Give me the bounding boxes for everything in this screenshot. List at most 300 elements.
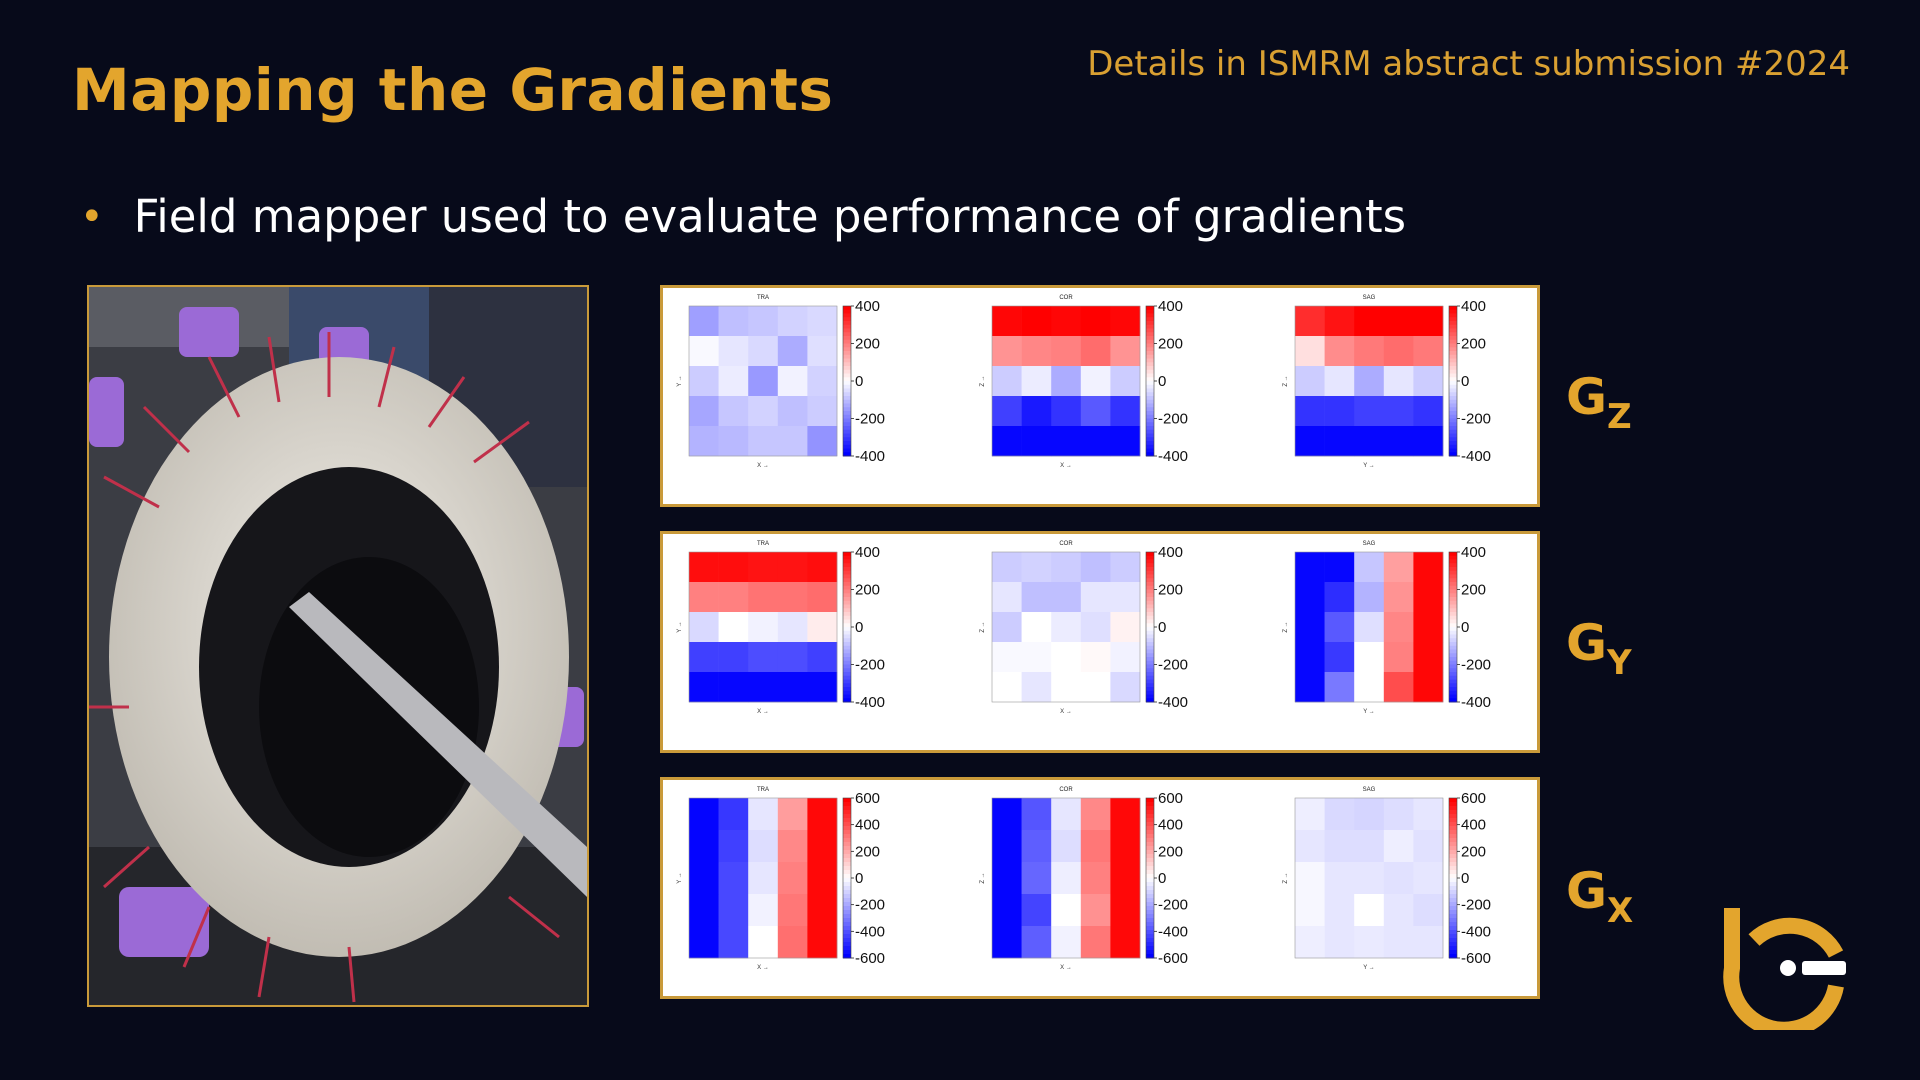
colorbar-segment: [843, 798, 851, 803]
heatmap-cell: [719, 830, 749, 862]
heatmap-cell: [1384, 642, 1414, 672]
heatmap-cell: [1051, 798, 1081, 830]
colorbar-segment: [1146, 332, 1154, 336]
x-axis-label: X →: [1060, 709, 1072, 715]
heatmap-cell: [778, 366, 808, 396]
colorbar-segment: [1449, 642, 1457, 646]
colorbar-segment: [843, 680, 851, 684]
gx-label: [1566, 862, 1633, 931]
colorbar-segment: [1449, 411, 1457, 415]
colorbar-segment: [1146, 668, 1154, 672]
heatmap-cell: [1110, 612, 1140, 642]
heatmap-cell: [1413, 798, 1443, 830]
colorbar-segment: [1449, 826, 1457, 831]
heatmap-cell: [1354, 798, 1384, 830]
colorbar-segment: [843, 834, 851, 839]
colorbar-segment: [1449, 894, 1457, 899]
heatmap-cell: [1354, 672, 1384, 702]
colorbar-segment: [1449, 419, 1457, 423]
heatmap-cell: [748, 798, 778, 830]
colorbar-segment: [1146, 914, 1154, 919]
heatmap-cell: [1295, 642, 1325, 672]
colorbar-segment: [843, 894, 851, 899]
colorbar-segment: [1146, 680, 1154, 684]
heatmap-cell: [1354, 642, 1384, 672]
colorbar-tick-label: -400: [1461, 923, 1492, 941]
heatmap-cell: [1295, 396, 1325, 426]
heatmap-cell: [1325, 926, 1355, 958]
heatmap-cell: [1354, 926, 1384, 958]
colorbar-segment: [1449, 560, 1457, 564]
colorbar-segment: [843, 601, 851, 605]
colorbar-segment: [1449, 396, 1457, 400]
colorbar-segment: [1449, 854, 1457, 859]
heatmap-cell: [748, 552, 778, 582]
colorbar-segment: [1449, 818, 1457, 823]
heatmap-cell: [1081, 552, 1111, 582]
heatmap-cell: [1413, 426, 1443, 456]
heatmap-cell: [1081, 672, 1111, 702]
colorbar-segment: [843, 914, 851, 919]
colorbar-tick-label: 200: [855, 335, 881, 353]
heatmap-cell: [719, 552, 749, 582]
colorbar-segment: [1449, 344, 1457, 348]
heatmap-cell: [1081, 306, 1111, 336]
colorbar-segment: [1449, 552, 1457, 556]
colorbar-segment: [1449, 866, 1457, 871]
heatmap-cell: [1295, 426, 1325, 456]
colorbar-segment: [1146, 874, 1154, 879]
colorbar-segment: [843, 878, 851, 883]
gx-label-main: G: [1566, 862, 1608, 920]
y-axis-label: Z →: [980, 375, 986, 387]
colorbar-segment: [1449, 627, 1457, 631]
colorbar-segment: [1449, 918, 1457, 923]
panel-title: COR: [1059, 541, 1073, 547]
heatmap-cell: [719, 642, 749, 672]
heatmap-cell: [748, 396, 778, 426]
colorbar-segment: [843, 336, 851, 340]
colorbar-segment: [1146, 814, 1154, 819]
colorbar-segment: [1146, 802, 1154, 807]
colorbar-segment: [1146, 854, 1154, 859]
colorbar-tick-label: 400: [1158, 298, 1184, 315]
colorbar-segment: [843, 874, 851, 879]
heatmap-cell: [719, 582, 749, 612]
colorbar-segment: [1449, 870, 1457, 875]
heatmap-cell: [1051, 612, 1081, 642]
colorbar-segment: [1146, 842, 1154, 847]
colorbar-segment: [843, 441, 851, 445]
heatmap-cell: [1384, 672, 1414, 702]
colorbar-segment: [1449, 842, 1457, 847]
colorbar-segment: [1449, 404, 1457, 408]
colorbar-segment: [1449, 314, 1457, 318]
abstract-note: Details in ISMRM abstract submission #2024: [1087, 44, 1850, 84]
heatmap-cell: [1295, 926, 1325, 958]
colorbar-segment: [843, 695, 851, 699]
heatmap-cell: [748, 306, 778, 336]
colorbar-segment: [843, 862, 851, 867]
colorbar-segment: [843, 665, 851, 669]
heatmap-cell: [1081, 396, 1111, 426]
colorbar-segment: [1449, 449, 1457, 453]
heatmap-cell: [1354, 396, 1384, 426]
colorbar-segment: [1146, 635, 1154, 639]
panel-title: SAG: [1362, 787, 1376, 793]
colorbar-segment: [843, 642, 851, 646]
colorbar-tick-label: 600: [1461, 790, 1487, 807]
colorbar-segment: [843, 389, 851, 393]
colorbar-segment: [1449, 850, 1457, 855]
colorbar-segment: [1449, 695, 1457, 699]
colorbar-segment: [1146, 810, 1154, 815]
heatmap-cell: [1325, 894, 1355, 926]
colorbar-segment: [843, 631, 851, 635]
colorbar-segment: [1449, 946, 1457, 951]
colorbar-segment: [843, 930, 851, 935]
colorbar-segment: [843, 866, 851, 871]
colorbar-segment: [1146, 683, 1154, 687]
heatmap-cell: [1325, 612, 1355, 642]
colorbar-segment: [1146, 830, 1154, 835]
colorbar-segment: [1449, 392, 1457, 396]
heatmap-cell: [1325, 336, 1355, 366]
colorbar-segment: [1146, 351, 1154, 355]
heatmap-cell: [992, 612, 1022, 642]
colorbar-segment: [1449, 882, 1457, 887]
heatmap-cell: [1081, 366, 1111, 396]
colorbar-segment: [843, 810, 851, 815]
colorbar-segment: [843, 366, 851, 370]
heatmap-cell: [1384, 552, 1414, 582]
bullet-icon: •: [80, 193, 104, 240]
colorbar-segment: [843, 926, 851, 931]
colorbar-tick-label: 400: [1158, 544, 1184, 561]
colorbar-segment: [843, 430, 851, 434]
heatmap-cell: [1325, 552, 1355, 582]
colorbar-segment: [1449, 321, 1457, 325]
colorbar-tick-label: -200: [1461, 656, 1492, 674]
y-axis-label: Y →: [677, 375, 683, 387]
heatmap-cell: [1022, 396, 1052, 426]
heatmap-cell: [1354, 830, 1384, 862]
heatmap-cell: [778, 582, 808, 612]
colorbar-tick-label: -200: [855, 896, 886, 914]
colorbar-tick-label: -600: [1461, 950, 1492, 967]
colorbar-segment: [1146, 426, 1154, 430]
colorbar-segment: [843, 605, 851, 609]
colorbar-segment: [1449, 858, 1457, 863]
colorbar-segment: [1449, 612, 1457, 616]
panel-title: TRA: [757, 787, 769, 793]
heatmap-cell: [1110, 894, 1140, 926]
heatmap-cell: [1413, 582, 1443, 612]
colorbar-segment: [843, 950, 851, 955]
colorbar-segment: [1449, 616, 1457, 620]
colorbar-segment: [843, 370, 851, 374]
heatmap-cell: [1022, 672, 1052, 702]
heatmap-cell: [1413, 552, 1443, 582]
heatmap-cell: [1081, 926, 1111, 958]
colorbar-segment: [1449, 563, 1457, 567]
colorbar-segment: [1146, 930, 1154, 935]
colorbar-tick-label: -200: [1461, 410, 1492, 428]
colorbar-segment: [1449, 810, 1457, 815]
heatmap-cell: [689, 672, 719, 702]
colorbar-segment: [1449, 601, 1457, 605]
heatmap-cell: [778, 306, 808, 336]
heatmap-cell: [1081, 862, 1111, 894]
heatmap-cell: [1295, 552, 1325, 582]
colorbar-segment: [843, 890, 851, 895]
colorbar-tick-label: 400: [1158, 816, 1184, 834]
heatmap-cell: [1110, 672, 1140, 702]
colorbar-segment: [843, 347, 851, 351]
y-axis-label: Z →: [980, 872, 986, 884]
heatmap-cell: [1081, 798, 1111, 830]
colorbar-segment: [843, 830, 851, 835]
colorbar-segment: [1449, 914, 1457, 919]
colorbar-segment: [1449, 806, 1457, 811]
heatmap-cell: [748, 582, 778, 612]
heatmap-cell: [719, 926, 749, 958]
colorbar-tick-label: 400: [1461, 816, 1487, 834]
colorbar-segment: [1449, 680, 1457, 684]
heatmap-cell: [719, 798, 749, 830]
heatmap-cell: [807, 672, 837, 702]
heatmap-cell: [1022, 798, 1052, 830]
heatmap-cell: [719, 426, 749, 456]
heatmap-cell: [1413, 306, 1443, 336]
heatmap-cell: [1110, 926, 1140, 958]
colorbar-segment: [843, 826, 851, 831]
colorbar-segment: [1449, 623, 1457, 627]
colorbar-segment: [1449, 445, 1457, 449]
brand-logo: [1718, 900, 1850, 1030]
colorbar-segment: [1146, 638, 1154, 642]
colorbar-segment: [843, 802, 851, 807]
heatmap-cell: [992, 306, 1022, 336]
colorbar-segment: [1449, 902, 1457, 907]
colorbar-segment: [1449, 657, 1457, 661]
heatmap-cell: [1051, 582, 1081, 612]
colorbar-segment: [1449, 942, 1457, 947]
gx-heatmap-panel: [660, 777, 1540, 999]
colorbar-segment: [1449, 608, 1457, 612]
colorbar-segment: [843, 571, 851, 575]
colorbar-segment: [1146, 366, 1154, 370]
heatmap-cell: [748, 672, 778, 702]
heatmap-cell: [1295, 306, 1325, 336]
colorbar-segment: [843, 355, 851, 359]
colorbar-segment: [1146, 910, 1154, 915]
gy-heatmap-svg: [663, 534, 1537, 750]
colorbar-segment: [843, 646, 851, 650]
panel-title: COR: [1059, 787, 1073, 793]
colorbar-segment: [1146, 437, 1154, 441]
colorbar-segment: [1449, 586, 1457, 590]
heatmap-cell: [1384, 306, 1414, 336]
colorbar-tick-label: 200: [855, 843, 881, 861]
colorbar-tick-label: 0: [855, 619, 864, 636]
colorbar-segment: [1449, 834, 1457, 839]
colorbar-segment: [1146, 575, 1154, 579]
x-axis-label: X →: [757, 709, 769, 715]
heatmap-cell: [1325, 672, 1355, 702]
heatmap-cell: [1022, 612, 1052, 642]
heatmap-cell: [992, 336, 1022, 366]
field-mapper-illustration: [89, 287, 587, 1005]
colorbar-segment: [1449, 597, 1457, 601]
colorbar-segment: [843, 593, 851, 597]
colorbar-segment: [1146, 374, 1154, 378]
gy-label: [1566, 614, 1632, 683]
colorbar-segment: [843, 653, 851, 657]
heatmap-cell: [1081, 894, 1111, 926]
colorbar-segment: [1449, 620, 1457, 624]
colorbar-segment: [843, 627, 851, 631]
colorbar-tick-label: -400: [1461, 694, 1492, 711]
colorbar-segment: [1449, 683, 1457, 687]
gy-label-sub: Y: [1607, 643, 1632, 683]
colorbar-segment: [1449, 631, 1457, 635]
heatmap-cell: [992, 642, 1022, 672]
x-axis-label: X →: [1060, 463, 1072, 469]
colorbar-segment: [843, 902, 851, 907]
colorbar-segment: [1146, 850, 1154, 855]
colorbar-tick-label: 200: [1158, 335, 1184, 353]
y-axis-label: Z →: [1283, 375, 1289, 387]
colorbar-segment: [843, 306, 851, 310]
colorbar-segment: [1146, 862, 1154, 867]
heatmap-cell: [1295, 612, 1325, 642]
colorbar-tick-label: 0: [1158, 619, 1167, 636]
colorbar-segment: [1146, 340, 1154, 344]
heatmap-cell: [689, 396, 719, 426]
heatmap-cell: [719, 672, 749, 702]
colorbar-segment: [1146, 642, 1154, 646]
heatmap-cell: [1022, 336, 1052, 366]
colorbar-segment: [1146, 605, 1154, 609]
colorbar-segment: [843, 623, 851, 627]
heatmap-cell: [1354, 336, 1384, 366]
y-axis-label: Z →: [1283, 621, 1289, 633]
heatmap-cell: [992, 894, 1022, 926]
colorbar-segment: [1146, 882, 1154, 887]
heatmap-cell: [778, 894, 808, 926]
colorbar-tick-label: -400: [1158, 448, 1189, 465]
colorbar-segment: [843, 846, 851, 851]
heatmap-cell: [807, 426, 837, 456]
colorbar-segment: [1146, 396, 1154, 400]
heatmap-cell: [1110, 862, 1140, 894]
heatmap-cell: [689, 642, 719, 672]
heatmap-cell: [992, 366, 1022, 396]
panel-title: SAG: [1362, 541, 1376, 547]
heatmap-cell: [689, 798, 719, 830]
colorbar-segment: [1449, 846, 1457, 851]
colorbar-segment: [843, 437, 851, 441]
heatmap-cell: [1110, 366, 1140, 396]
colorbar-segment: [843, 351, 851, 355]
colorbar-segment: [843, 392, 851, 396]
heatmap-cell: [778, 926, 808, 958]
colorbar-segment: [843, 404, 851, 408]
colorbar-segment: [1449, 306, 1457, 310]
colorbar-segment: [1449, 910, 1457, 915]
colorbar-segment: [1449, 886, 1457, 891]
colorbar-segment: [1146, 445, 1154, 449]
heatmap-cell: [1413, 862, 1443, 894]
colorbar-segment: [1449, 340, 1457, 344]
colorbar-segment: [1449, 385, 1457, 389]
colorbar-segment: [1146, 593, 1154, 597]
colorbar-tick-label: 200: [855, 581, 881, 599]
heatmap-cell: [1022, 426, 1052, 456]
heatmap-cell: [1325, 396, 1355, 426]
heatmap-cell: [1384, 926, 1414, 958]
colorbar-tick-label: 400: [855, 544, 881, 561]
colorbar-segment: [1449, 605, 1457, 609]
colorbar-segment: [843, 661, 851, 665]
colorbar-segment: [1146, 329, 1154, 333]
colorbar-segment: [1146, 325, 1154, 329]
heatmap-cell: [1051, 830, 1081, 862]
colorbar-segment: [843, 934, 851, 939]
heatmap-cell: [689, 582, 719, 612]
colorbar-segment: [1449, 336, 1457, 340]
heatmap-cell: [807, 830, 837, 862]
heatmap-cell: [992, 862, 1022, 894]
colorbar-segment: [1449, 802, 1457, 807]
heatmap-cell: [1354, 552, 1384, 582]
colorbar-segment: [1146, 672, 1154, 676]
colorbar-segment: [843, 449, 851, 453]
colorbar-segment: [1449, 571, 1457, 575]
colorbar-segment: [1146, 434, 1154, 438]
colorbar-segment: [1449, 593, 1457, 597]
heatmap-cell: [1051, 552, 1081, 582]
colorbar-segment: [843, 910, 851, 915]
heatmap-cell: [1325, 798, 1355, 830]
heatmap-cell: [1022, 926, 1052, 958]
colorbar-tick-label: 0: [1158, 373, 1167, 390]
colorbar-segment: [1449, 366, 1457, 370]
colorbar-tick-label: -400: [1461, 448, 1492, 465]
colorbar-segment: [843, 325, 851, 329]
colorbar-tick-label: 0: [1461, 619, 1470, 636]
colorbar-segment: [1449, 950, 1457, 955]
colorbar-segment: [1449, 332, 1457, 336]
heatmap-cell: [1325, 426, 1355, 456]
heatmap-cell: [1081, 336, 1111, 366]
colorbar-segment: [1449, 590, 1457, 594]
colorbar-segment: [1449, 582, 1457, 586]
heatmap-cell: [719, 862, 749, 894]
colorbar-segment: [1146, 306, 1154, 310]
colorbar-segment: [843, 407, 851, 411]
colorbar-segment: [1146, 846, 1154, 851]
colorbar-segment: [843, 691, 851, 695]
colorbar-segment: [843, 556, 851, 560]
gz-heatmap-svg: [663, 288, 1537, 504]
heatmap-cell: [1110, 830, 1140, 862]
heatmap-cell: [992, 396, 1022, 426]
colorbar-segment: [1449, 374, 1457, 378]
colorbar-segment: [1449, 838, 1457, 843]
colorbar-segment: [1449, 814, 1457, 819]
